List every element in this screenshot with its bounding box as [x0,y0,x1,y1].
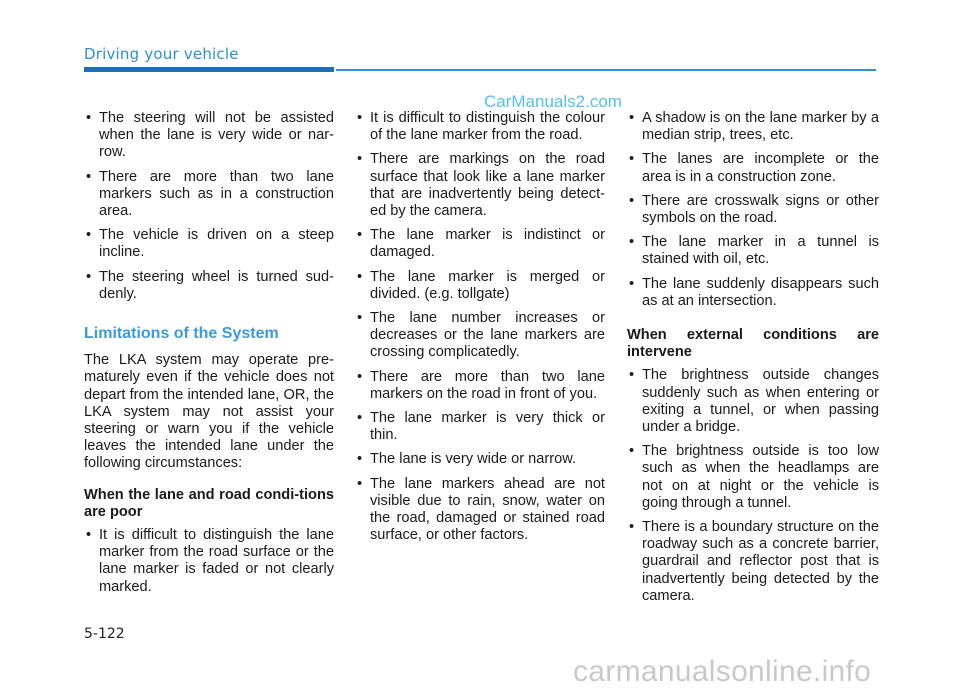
list-item: • The brightness outside changes suddenly such as when entering or exiting a tunnel, or when passing under a bridge. [627,367,879,436]
list-item: • The vehicle is driven on a steep incline. [84,227,334,261]
paragraph: The LKA system may operate pre-maturely even if the vehicle does not depart from the intended lane, OR, the LKA system may not assist your steering or warn you if the vehicle leaves the intended lane under the following circumstances: [84,352,334,472]
list-item: • The lane marker in a tunnel is stained with oil, etc. [627,234,879,268]
list-item: • The brightness outside is too low such as when the headlamps are not on at night or the vehicle is going through a tunnel. [627,443,879,512]
column-1 [84,110,334,603]
bullet-list [627,110,879,310]
condition-heading: When external conditions are intervene [627,327,879,361]
header-rule-light [336,69,876,71]
bullet-list [84,527,334,596]
list-item: • A shadow is on the lane marker by a median strip, trees, etc. [627,110,879,144]
list-item: • The lane marker is indistinct or damaged. [355,227,605,261]
list-item: • The lane marker is merged or divided. (e.g. tollgate) [355,269,605,303]
list-item: • The steering wheel is turned sud-denly. [84,269,334,303]
bullet-list [355,110,605,544]
list-item: • The lane markers ahead are not visible due to rain, snow, water on the road, damaged or stained road surface, or other factors. [355,476,605,545]
header-rule-dark [84,67,334,72]
list-item: • There are markings on the road surface that look like a lane marker that are inadvertently being detect-ed by the camera. [355,151,605,220]
bullet-list [627,367,879,605]
subheading: Limitations of the System [84,325,279,343]
watermark-top: CarManuals2.com [484,92,622,111]
list-item: • There is a boundary structure on the roadway such as a concrete barrier, guardrail and reflector post that is inadvertently being detected by the camera. [627,519,879,605]
column-3 [627,110,879,612]
watermark-footer: carmanualsonline.info [573,655,872,688]
condition-heading: When the lane and road condi-tions are poor [84,486,334,520]
list-item: • It is difficult to distinguish the lane marker from the road surface or the lane marker is faded or not clearly marked. [84,527,334,596]
list-item: • There are more than two lane markers on the road in front of you. [355,369,605,403]
page-number: 5-122 [84,626,125,642]
list-item: • The lanes are incomplete or the area is in a construction zone. [627,151,879,185]
list-item: • There are crosswalk signs or other symbols on the road. [627,193,879,227]
list-item: • It is difficult to distinguish the colour of the lane marker from the road. [355,110,605,144]
list-item: • The lane marker is very thick or thin. [355,410,605,444]
list-item: • The lane is very wide or narrow. [355,451,605,468]
list-item: • There are more than two lane markers such as in a construction area. [84,169,334,221]
column-2 [355,110,605,551]
section-title: Driving your vehicle [84,45,239,63]
list-item: • The lane suddenly disappears such as at an intersection. [627,276,879,310]
bullet-list [84,110,334,303]
list-item: • The steering will not be assisted when the lane is very wide or nar-row. [84,110,334,162]
list-item: • The lane number increases or decreases or the lane markers are crossing complicatedly. [355,310,605,362]
